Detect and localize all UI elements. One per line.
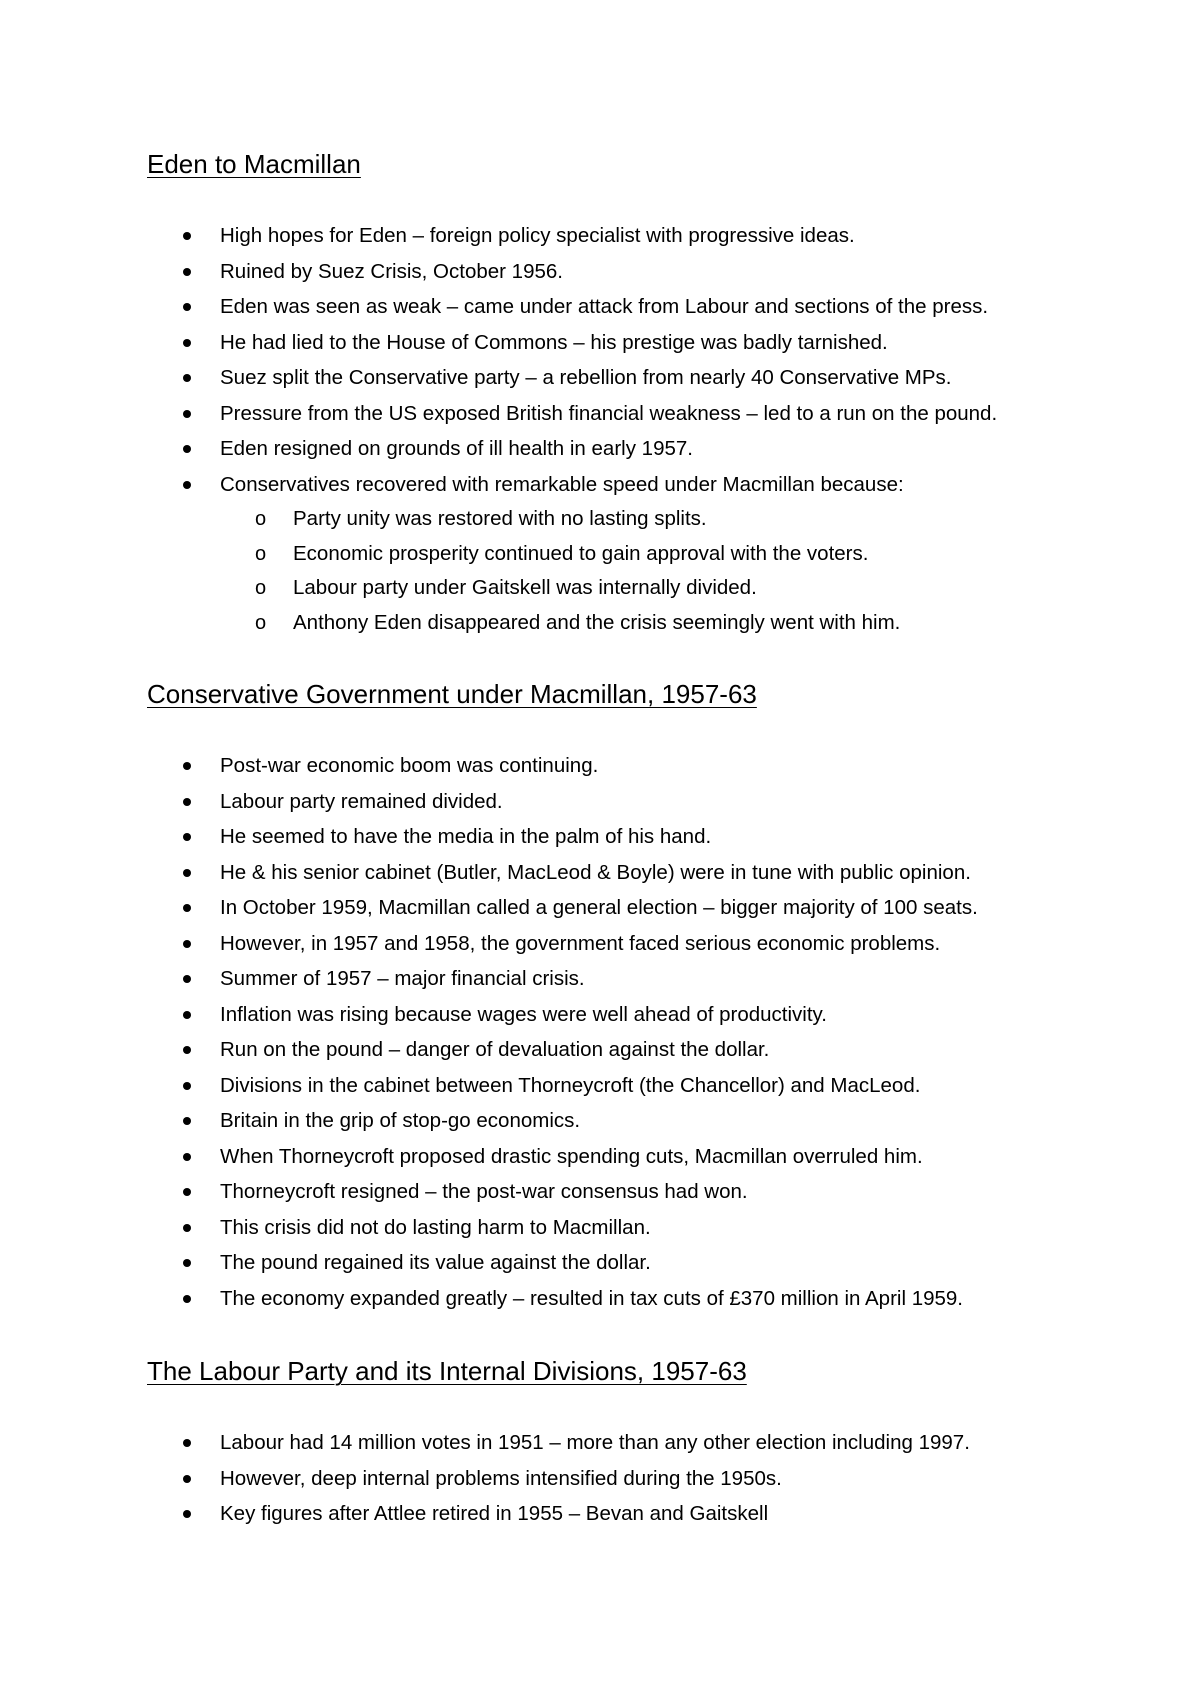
- list-item: [147, 784, 1087, 820]
- circle-bullet-icon: o: [255, 542, 267, 565]
- sub-list-item-text: Labour party under Gaitskell was internally divided.: [293, 576, 757, 599]
- sub-bullet-list: [220, 502, 1087, 640]
- list-item: [147, 431, 1087, 467]
- section-eden-to-macmillan: [147, 147, 1087, 634]
- bullet-icon: [183, 1153, 191, 1161]
- list-item-text: Key figures after Attlee retired in 1955 – Bevan and Gaitskell: [220, 1502, 769, 1525]
- bullet-icon: [183, 232, 191, 240]
- list-item: [147, 325, 1087, 361]
- list-item-text: Suez split the Conservative party – a rebellion from nearly 40 Conservative MPs.: [220, 366, 952, 389]
- list-item: [147, 1496, 1087, 1532]
- list-item-text: Eden resigned on grounds of ill health in early 1957.: [220, 437, 693, 460]
- list-item-text: Ruined by Suez Crisis, October 1956.: [220, 259, 563, 283]
- list-item-text: High hopes for Eden – foreign policy specialist with progressive ideas.: [220, 224, 855, 247]
- circle-bullet-icon: o: [255, 577, 267, 599]
- list-item-text: Conservatives recovered with remarkable speed under Macmillan because:: [220, 472, 904, 496]
- list-item-text: Labour had 14 million votes in 1951 – more than any other election including 1997.: [220, 1431, 970, 1454]
- list-item: [147, 1174, 1087, 1210]
- bullet-icon: [183, 410, 191, 418]
- list-item-text: In October 1959, Macmillan called a general election – bigger majority of 100 seats.: [220, 896, 978, 919]
- list-item-text: Divisions in the cabinet between Thorneycroft (the Chancellor) and MacLeod.: [220, 1073, 921, 1097]
- list-item: [147, 1461, 1087, 1497]
- bullet-icon: [183, 869, 191, 877]
- list-item: [147, 890, 1087, 926]
- list-item-text: Inflation was rising because wages were well ahead of productivity.: [220, 1002, 827, 1026]
- list-item: [147, 467, 1087, 641]
- bullet-icon: [183, 1117, 191, 1125]
- list-item: [147, 254, 1087, 290]
- list-item-text: Pressure from the US exposed British financial weakness – led to a run on the pound.: [220, 401, 998, 425]
- section-heading: The Labour Party and its Internal Divisions, 1957-63: [147, 1356, 747, 1386]
- list-item: [147, 1281, 1087, 1317]
- circle-bullet-icon: o: [255, 508, 267, 530]
- sub-list-item: [147, 537, 1087, 572]
- bullet-icon: [183, 303, 191, 311]
- list-item-text: The economy expanded greatly – resulted in tax cuts of £370 million in April 1959.: [220, 1286, 963, 1310]
- bullet-icon: [183, 481, 191, 489]
- list-item: [147, 1139, 1087, 1175]
- list-item-text: When Thorneycroft proposed drastic spending cuts, Macmillan overruled him.: [220, 1144, 923, 1168]
- bullet-icon: [183, 762, 191, 770]
- circle-bullet-icon: o: [255, 611, 267, 634]
- sub-list-item: [147, 571, 1087, 606]
- sub-list-item-text: Party unity was restored with no lasting splits.: [293, 507, 707, 530]
- list-item-text: This crisis did not do lasting harm to Macmillan.: [220, 1215, 651, 1239]
- list-item-text: He seemed to have the media in the palm of his hand.: [220, 825, 712, 848]
- list-item: [147, 360, 1087, 396]
- bullet-icon: [183, 1046, 191, 1054]
- bullet-icon: [183, 1224, 191, 1232]
- bullet-icon: [183, 798, 191, 806]
- list-item-text: Britain in the grip of stop-go economics.: [220, 1109, 581, 1132]
- list-item-text: However, in 1957 and 1958, the government faced serious economic problems.: [220, 931, 941, 955]
- section-heading: Conservative Government under Macmillan, 1957-63: [147, 679, 757, 709]
- list-item: [147, 396, 1087, 432]
- list-item-text: Summer of 1957 – major financial crisis.: [220, 967, 585, 990]
- bullet-icon: [183, 975, 191, 983]
- list-item: [147, 997, 1087, 1033]
- bullet-icon: [183, 445, 191, 453]
- bullet-icon: [183, 1295, 191, 1303]
- list-item: [147, 819, 1087, 855]
- list-item: [147, 1245, 1087, 1281]
- bullet-icon: [183, 1510, 191, 1518]
- list-item-text: Labour party remained divided.: [220, 789, 503, 813]
- bullet-list: [147, 218, 1087, 640]
- bullet-icon: [183, 374, 191, 382]
- list-item: [147, 961, 1087, 997]
- sub-list-item: [147, 606, 1087, 641]
- list-item: [147, 748, 1087, 784]
- list-item-text: However, deep internal problems intensified during the 1950s.: [220, 1466, 782, 1490]
- list-item-text: Post-war economic boom was continuing.: [220, 754, 599, 777]
- bullet-icon: [183, 1475, 191, 1483]
- list-item: [147, 289, 1087, 325]
- list-item-text: The pound regained its value against the dollar.: [220, 1251, 651, 1274]
- section-heading: Eden to Macmillan: [147, 149, 361, 179]
- bullet-icon: [183, 268, 191, 276]
- bullet-icon: [183, 1439, 191, 1447]
- list-item: [147, 218, 1087, 254]
- list-item: [147, 1103, 1087, 1139]
- bullet-list: [147, 1425, 1087, 1532]
- list-item: [147, 1210, 1087, 1246]
- bullet-icon: [183, 1082, 191, 1090]
- list-item-text: Run on the pound – danger of devaluation against the dollar.: [220, 1038, 770, 1061]
- sub-list-item-text: Economic prosperity continued to gain approval with the voters.: [293, 541, 869, 565]
- sub-list-item-text: Anthony Eden disappeared and the crisis seemingly went with him.: [293, 610, 901, 634]
- list-item: [147, 926, 1087, 962]
- bullet-icon: [183, 1011, 191, 1019]
- bullet-icon: [183, 1259, 191, 1267]
- list-item: [147, 1068, 1087, 1104]
- bullet-list: [147, 748, 1087, 1316]
- bullet-icon: [183, 833, 191, 841]
- bullet-icon: [183, 1188, 191, 1196]
- list-item: [147, 1032, 1087, 1068]
- bullet-icon: [183, 940, 191, 948]
- bullet-icon: [183, 339, 191, 347]
- bullet-icon: [183, 904, 191, 912]
- list-item-text: Eden was seen as weak – came under attack from Labour and sections of the press.: [220, 295, 989, 318]
- list-item-text: Thorneycroft resigned – the post-war consensus had won.: [220, 1180, 748, 1203]
- list-item: [147, 1425, 1087, 1461]
- section-labour-party-divisions: [147, 1354, 1087, 1525]
- list-item-text: He had lied to the House of Commons – his prestige was badly tarnished.: [220, 330, 888, 354]
- list-item-text: He & his senior cabinet (Butler, MacLeod & Boyle) were in tune with public opinion.: [220, 860, 971, 884]
- sub-list-item: [147, 502, 1087, 537]
- list-item: [147, 855, 1087, 891]
- section-conservative-government: [147, 677, 1087, 1310]
